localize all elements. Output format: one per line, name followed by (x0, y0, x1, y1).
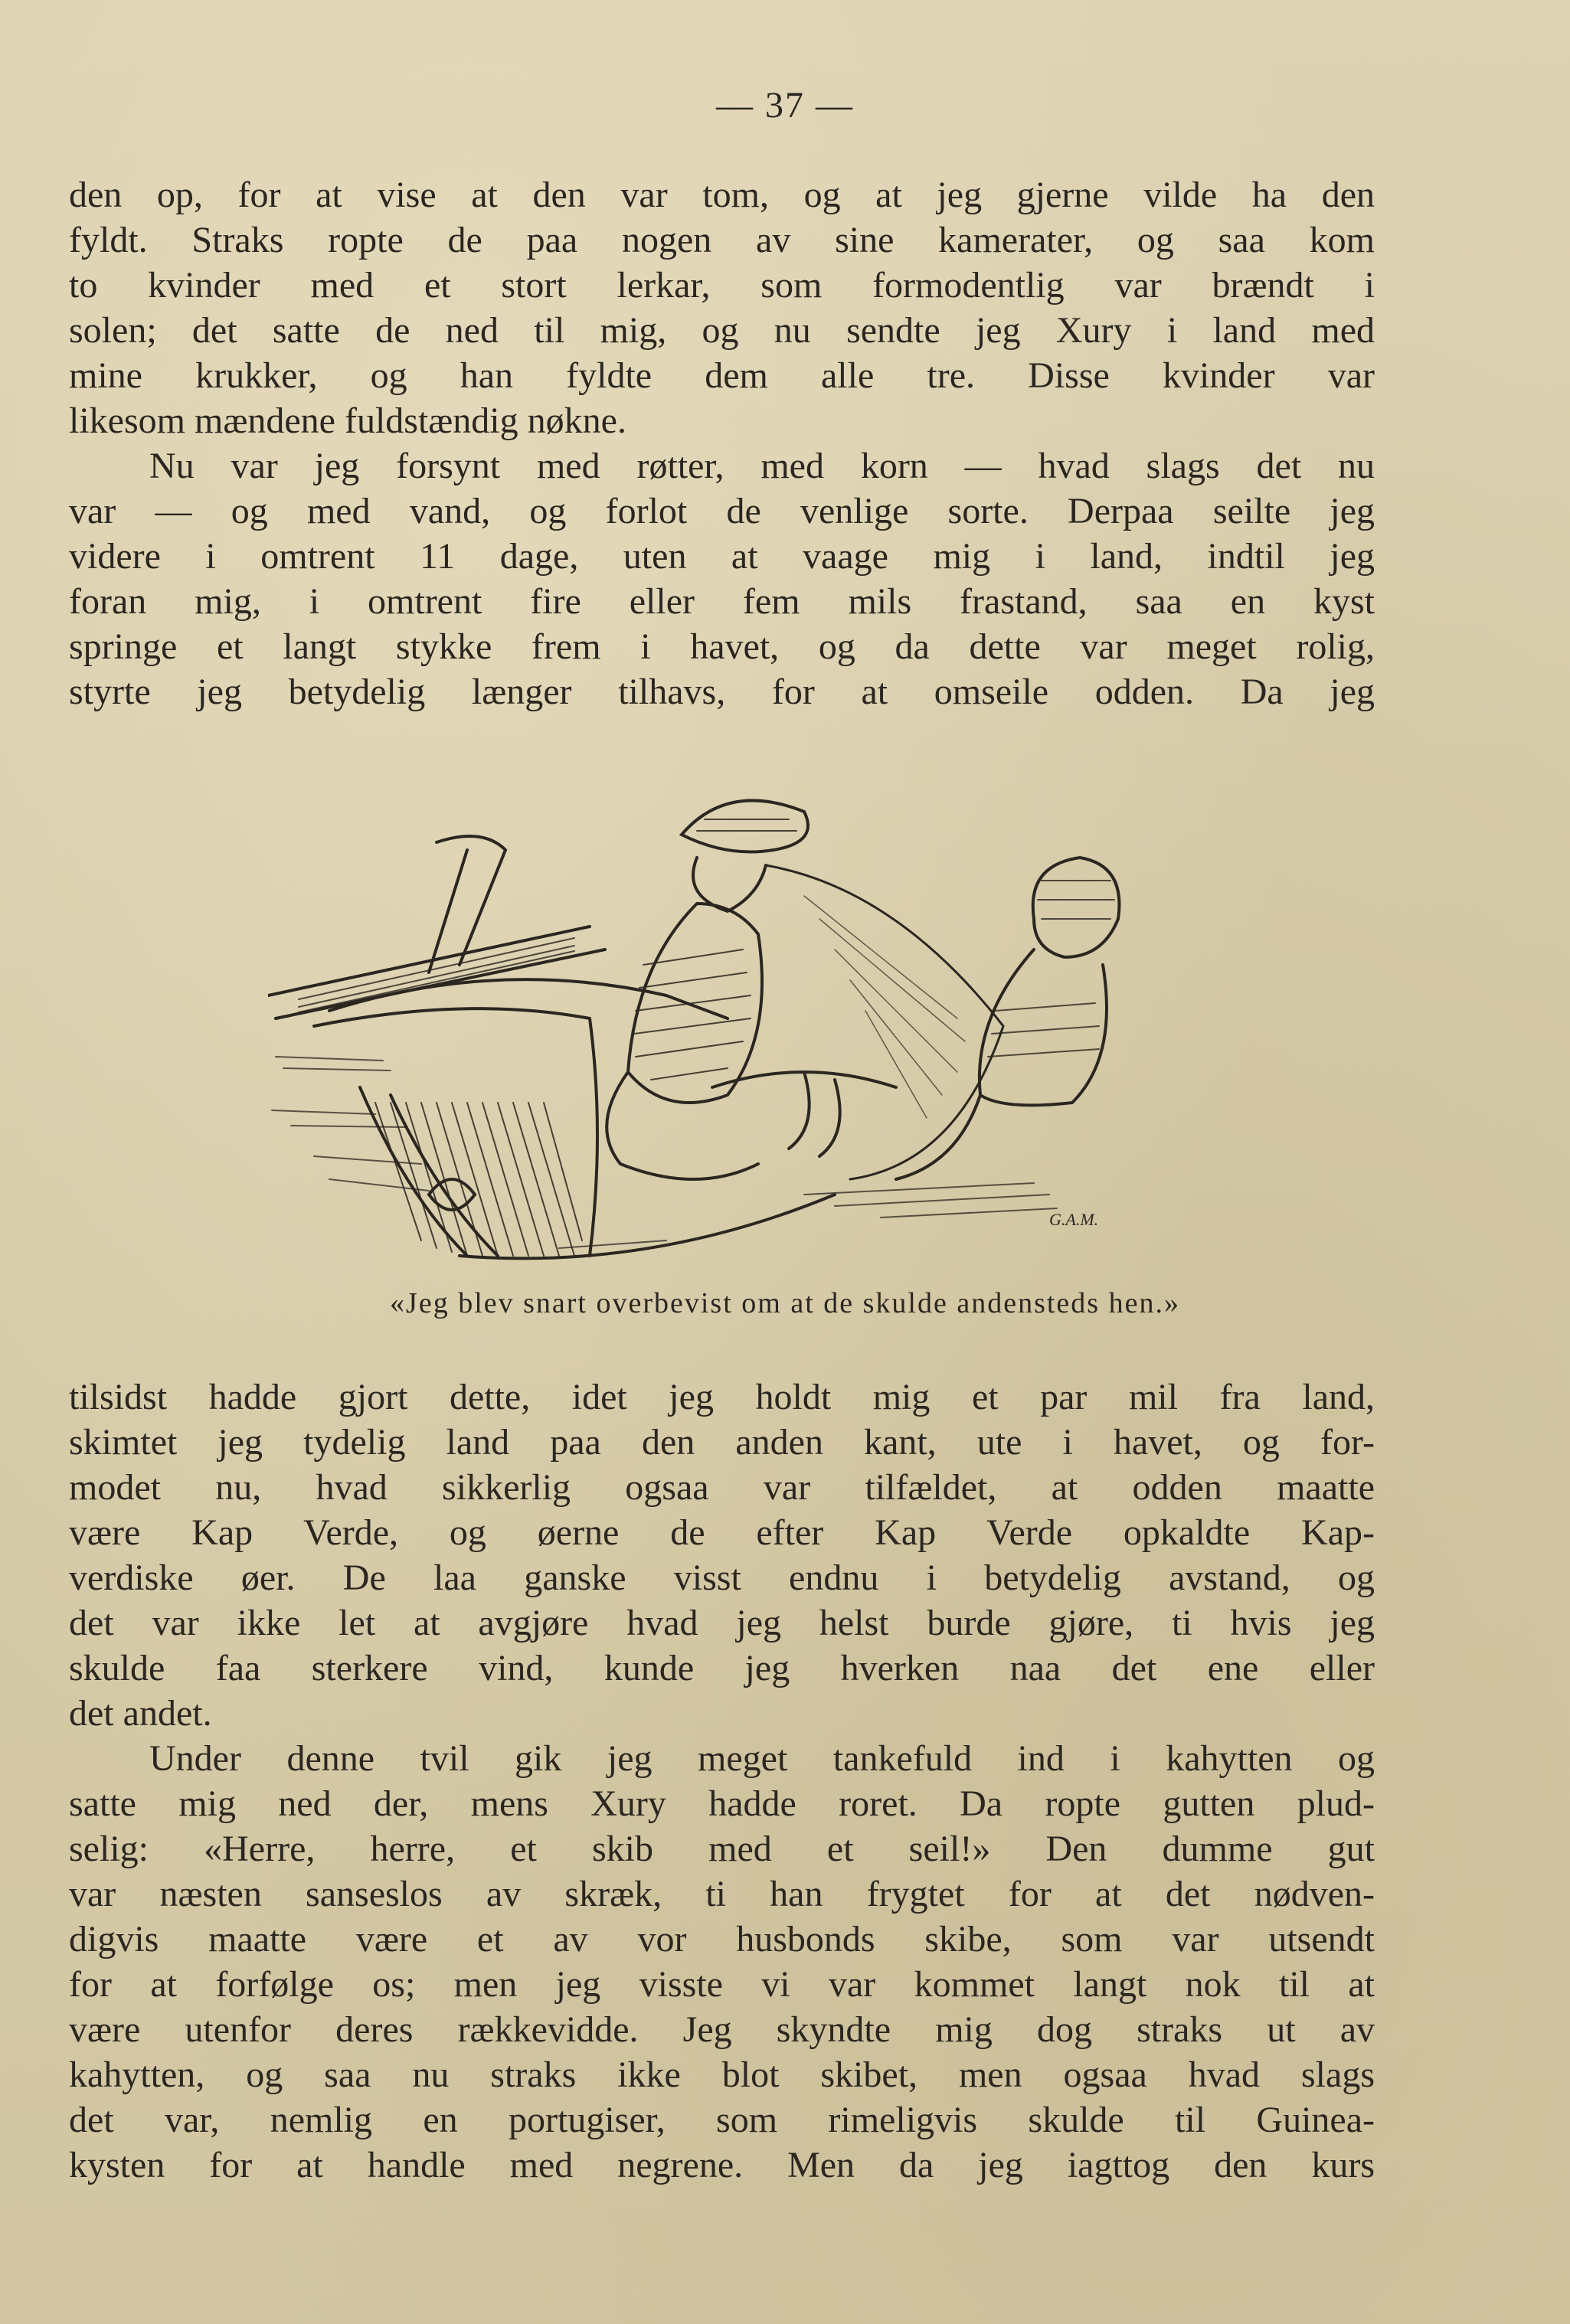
text-block-bottom (69, 1374, 1375, 2188)
text-line: Nu var jeg forsynt med røtter, med korn — hvad slags det nu (149, 446, 1375, 486)
text-line: være Kap Verde, og øerne de efter Kap Verde opkaldte Kap- (69, 1512, 1375, 1553)
illustration-caption: «Jeg blev snart overbevist om at de skulde andensteds hen.» (390, 1287, 1180, 1319)
text-line: springe et langt stykke frem i havet, og da dette var meget rolig, (69, 626, 1375, 667)
text-line: solen; det satte de ned til mig, og nu sendte jeg Xury i land med (69, 310, 1375, 351)
boat-engraving-illustration (268, 766, 1241, 1279)
tiller (429, 1072, 896, 1210)
text-line: videre i omtrent 11 dage, uten at vaage mig i land, indtil jeg (69, 536, 1375, 577)
text-line: kysten for at handle med negrene. Men da jeg iagttog den kurs (69, 2145, 1375, 2185)
text-line: for at forfølge os; men jeg visste vi var kommet langt nok til at (69, 1964, 1375, 2005)
text-line: satte mig ned der, mens Xury hadde roret. Da ropte gutten plud- (69, 1783, 1375, 1824)
text-line: digvis maatte være et av vor husbonds skibe, som var utsendt (69, 1919, 1375, 1960)
boat-hull (314, 979, 835, 1258)
text-line: skimtet jeg tydelig land paa den anden kant, ute i havet, og for- (69, 1422, 1375, 1463)
text-line: skulde faa sterkere vind, kunde jeg hverken naa det ene eller (69, 1648, 1375, 1688)
text-line: selig: «Herre, herre, et skib med et seil!» Den dumme gut (69, 1829, 1375, 1869)
text-line: var næsten sanseslos av skræk, ti han frygtet for at det nødven- (69, 1874, 1375, 1914)
text-line: verdiske øer. De laa ganske visst endnu i betydelig avstand, og (69, 1558, 1375, 1598)
text-line: kahytten, og saa nu straks ikke blot skibet, men ogsaa hvad slags (69, 2054, 1375, 2095)
text-line: det var ikke let at avgjøre hvad jeg helst burde gjøre, ti hvis jeg (69, 1603, 1375, 1643)
text-line: det var, nemlig en portugiser, som rimeligvis skulde til Guinea- (69, 2100, 1375, 2140)
text-line: det andet. (69, 1693, 212, 1734)
text-line: foran mig, i omtrent fire eller fem mils frastand, saa en kyst (69, 581, 1375, 622)
text-line: styrte jeg betydelig længer tilhavs, for at omseile odden. Da jeg (69, 672, 1375, 712)
page-number: — 37 — (716, 85, 854, 126)
oar (268, 836, 605, 1018)
text-line: mine krukker, og han fyldte dem alle tre. Disse kvinder var (69, 355, 1375, 396)
text-block-top (69, 172, 1375, 714)
text-line: være utenfor deres rækkevidde. Jeg skyndte mig dog straks ut av (69, 2009, 1375, 2050)
text-line: tilsidst hadde gjort dette, idet jeg holdt mig et par mil fra land, (69, 1377, 1375, 1417)
text-line: den op, for at vise at den var tom, og at jeg gjerne vilde ha den (69, 175, 1375, 215)
text-line: modet nu, hvad sikkerlig ogsaa var tilfældet, at odden maatte (69, 1467, 1375, 1508)
text-line: to kvinder med et stort lerkar, som formodentlig var brændt i (69, 265, 1375, 306)
figure-robinson (896, 858, 1119, 1179)
water-hatching (272, 1057, 1057, 1248)
text-line: fyldt. Straks ropte de paa nogen av sine kamerater, og saa kom (69, 220, 1375, 260)
text-line: likesom mændene fuldstændig nøkne. (69, 400, 626, 441)
text-line: Under denne tvil gik jeg meget tankefuld ind i kahytten og (149, 1738, 1375, 1779)
text-line: var — og med vand, og forlot de venlige sorte. Derpaa seilte jeg (69, 491, 1375, 531)
engraver-signature: G.A.M. (1049, 1210, 1099, 1229)
